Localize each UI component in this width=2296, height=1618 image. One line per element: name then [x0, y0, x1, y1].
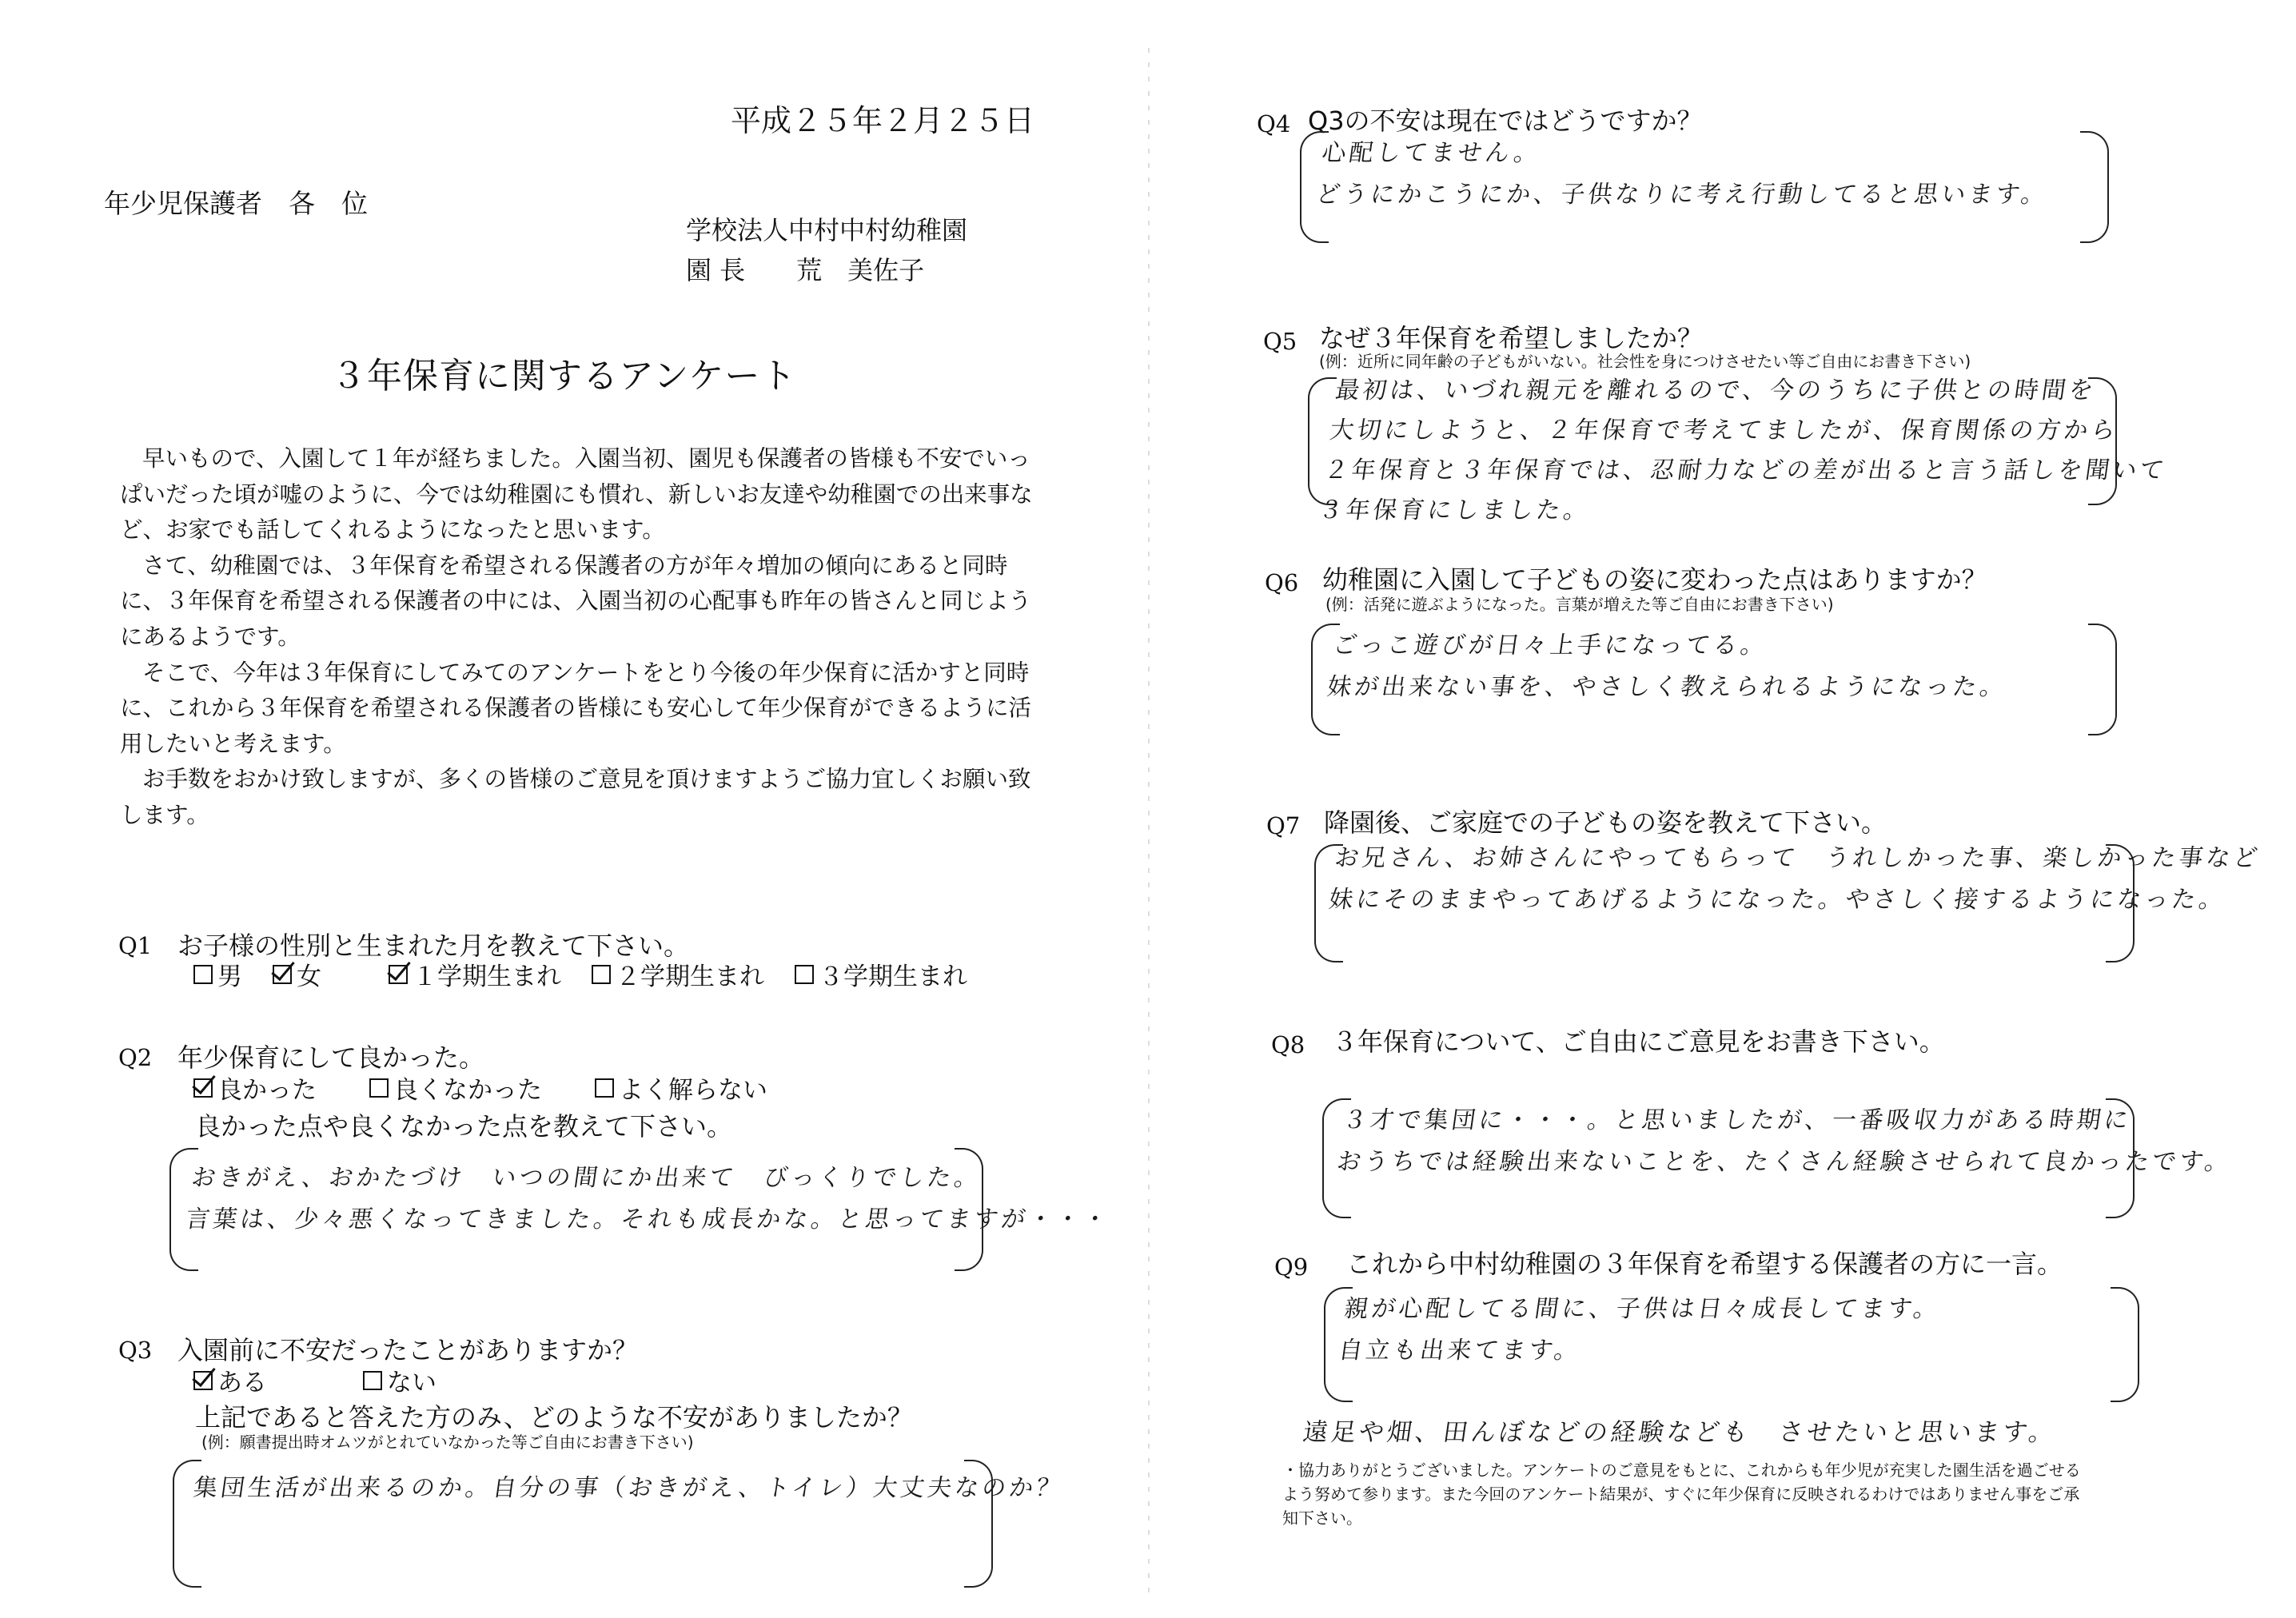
q7-number: Q7	[1266, 812, 1301, 839]
q2-answer	[183, 1158, 1119, 1241]
q6-note: (例：活発に遊ぶようになった。言葉が増えた等ご自由にお書き下さい)	[1325, 595, 1834, 614]
checkbox-checked[interactable]	[273, 965, 292, 984]
q6-answer	[1325, 625, 2016, 708]
checkbox[interactable]	[363, 1371, 382, 1390]
q5-text: なぜ３年保育を希望しましたか？	[1319, 323, 1704, 353]
q4-number: Q4	[1257, 110, 1291, 137]
q5-note: (例：近所に同年齢の子どもがいない。社会性を身につけさせたい等ご自由にお書き下さい)	[1319, 352, 1971, 371]
q4-answer	[1313, 133, 2057, 216]
date: 平成２５年２月２５日	[731, 103, 1035, 138]
q9-number: Q9	[1274, 1253, 1309, 1281]
q8-answer	[1334, 1100, 2241, 1183]
q9-text: これから中村幼稚園の３年保育を希望する保護者の方に一言。	[1346, 1249, 2063, 1279]
q6-number: Q6	[1265, 569, 1299, 596]
intro-paragraph: お手数をおかけ致しますが、多くの皆様のご意見を頂けますようご協力宜しくお願い致します。	[120, 766, 1031, 828]
q3-option-yes[interactable]: ある	[193, 1362, 267, 1398]
q2-subquestion: 良かった点や良くなかった点を教えて下さい。	[195, 1111, 733, 1142]
intro-paragraph: 早いもので、入園して１年が経ちました。入園当初、園児も保護者の皆様も不安でいっぱいだった頃が嘘のように、今では幼稚園にも慣れ、新しいお友達や幼稚園での出来事など、お家でも話してくれるようになったと思います。	[120, 445, 1033, 544]
answer-line: 親が心配してる間に、子供は日々成長してます。	[1342, 1295, 1943, 1323]
checkbox[interactable]	[795, 965, 814, 984]
checkbox-checked[interactable]	[193, 1078, 213, 1098]
answer-line: ３才で集団に・・・。と思いましたが、一番吸収力がある時期に	[1341, 1106, 2134, 1134]
q1-option-female[interactable]: 女	[273, 956, 321, 992]
answer-line: ２年保育と３年保育では、忍耐力などの差が出ると言う話しを聞いて	[1322, 456, 2170, 484]
q2-options	[193, 1070, 767, 1106]
checkbox[interactable]	[369, 1078, 389, 1098]
answer-line: ごっこ遊びが日々上手になってる。	[1331, 632, 1770, 660]
q5-answer	[1316, 371, 2181, 531]
answer-line: 心配してません。	[1320, 139, 1543, 167]
q2-number: Q2	[118, 1044, 153, 1071]
answer-line: ３年保育にしました。	[1317, 496, 1592, 524]
checkbox[interactable]	[193, 965, 213, 984]
q2-option-good[interactable]: 良かった	[193, 1070, 317, 1106]
extra-handwritten-comment: 遠足や畑、田んぼなどの経験なども させたいと思います。	[1301, 1418, 2059, 1447]
answer-line: おきがえ、おかたづけ いつの間にか出来て びっくりでした。	[189, 1164, 983, 1192]
q1-option-term2[interactable]: ２学期生まれ	[592, 956, 764, 992]
q1-text: お子様の性別と生まれた月を教えて下さい。	[177, 931, 690, 961]
q4-text: Q3の不安は現在ではどうですか？	[1308, 106, 1703, 136]
answer-line: 集団生活が出来るのか。自分の事（おきがえ、トイレ）大丈夫なのか？	[191, 1474, 1066, 1502]
school-name: 学校法人中村中村幼稚園	[686, 215, 968, 245]
answer-line: 妹にそのままやってあげるようになった。やさしく接するようになった。	[1326, 886, 2228, 914]
answer-bracket-right	[2088, 624, 2117, 735]
q1-option-male[interactable]: 男	[193, 956, 242, 992]
checkbox-checked[interactable]	[389, 965, 408, 984]
q5-number: Q5	[1263, 328, 1297, 355]
q3-answer	[190, 1468, 1066, 1509]
q3-number: Q3	[118, 1337, 153, 1364]
answer-line: 言葉は、少々悪くなってきました。それも成長かな。と思ってますが・・・	[183, 1206, 1112, 1233]
answer-line: お兄さん、お姉さんにやってもらって うれしかった事、楽しかった事など	[1333, 844, 2262, 872]
q3-note: (例：願書提出時オムツがとれていなかった等ご自由にお書き下さい)	[201, 1433, 694, 1452]
q2-option-unsure[interactable]: よく解らない	[595, 1070, 767, 1106]
answer-line: 最初は、いづれ親元を離れるので、今のうちに子供との時間を	[1333, 377, 2099, 404]
intro-paragraph: さて、幼稚園では、３年保育を希望される保護者の方が年々増加の傾向にあると同時に、３年保育を希望される保護者の中には、入園当初の心配事も昨年の皆さんと同じようにあるようです。	[120, 552, 1032, 650]
footer-note: ・協力ありがとうございました。アンケートのご意見をもとに、これからも年少児が充実した園生活を過ごせるよう努めて参ります。また今回のアンケート結果が、すぐに年少保育に反映されるわけではありません事をご承知下さい。	[1282, 1461, 2081, 1528]
q7-text: 降園後、ご家庭での子どもの姿を教えて下さい。	[1324, 807, 1887, 838]
q1-options	[193, 956, 967, 992]
q9-answer	[1336, 1289, 1943, 1372]
answer-line: 自立も出来てます。	[1336, 1337, 1584, 1365]
answer-line: 大切にしようと、２年保育で考えてましたが、保育関係の方から	[1328, 416, 2121, 444]
q1-option-term3[interactable]: ３学期生まれ	[795, 956, 967, 992]
answer-line: 妹が出来ない事を、やさしく教えられるようになった。	[1325, 673, 2009, 701]
q1-option-term1[interactable]: １学期生まれ	[389, 956, 561, 992]
q3-options	[193, 1362, 436, 1398]
recipient: 年少児保護者 各 位	[104, 188, 368, 219]
answer-line: どうにかこうにか、子供なりに考え行動してると思います。	[1313, 181, 2051, 209]
q3-text: 入園前に不安だったことがありますか？	[177, 1335, 639, 1365]
page-title: ３年保育に関するアンケート	[331, 356, 797, 397]
q2-text: 年少保育にして良かった。	[177, 1042, 485, 1073]
answer-bracket-right	[2111, 1287, 2139, 1402]
checkbox-checked[interactable]	[193, 1371, 213, 1390]
q6-text: 幼稚園に入園して子どもの姿に変わった点はありますか？	[1322, 564, 1987, 595]
answer-bracket-right	[2080, 131, 2109, 243]
q1-number: Q1	[118, 932, 153, 959]
answer-line: おうちでは経験出来ないことを、たくさん経験させられて良かったです。	[1334, 1148, 2234, 1176]
q7-answer	[1326, 838, 2263, 921]
q2-option-not-good[interactable]: 良くなかった	[369, 1070, 542, 1106]
q3-subquestion: 上記であると答えた方のみ、どのような不安がありましたか？	[195, 1402, 913, 1433]
q8-number: Q8	[1271, 1031, 1305, 1058]
intro-text	[120, 441, 1039, 834]
checkbox[interactable]	[592, 965, 611, 984]
fold-line	[1148, 48, 1150, 1599]
checkbox[interactable]	[595, 1078, 614, 1098]
q3-option-no[interactable]: ない	[363, 1362, 436, 1398]
principal: 園 長 荒 美佐子	[686, 255, 925, 285]
intro-paragraph: そこで、今年は３年保育にしてみてのアンケートをとり今後の年少保育に活かすと同時に、これから３年保育を希望される保護者の皆様にも安心して年少保育ができるように活用したいと考えます。	[120, 659, 1032, 757]
q8-text: ３年保育について、ご自由にご意見をお書き下さい。	[1332, 1026, 1945, 1057]
